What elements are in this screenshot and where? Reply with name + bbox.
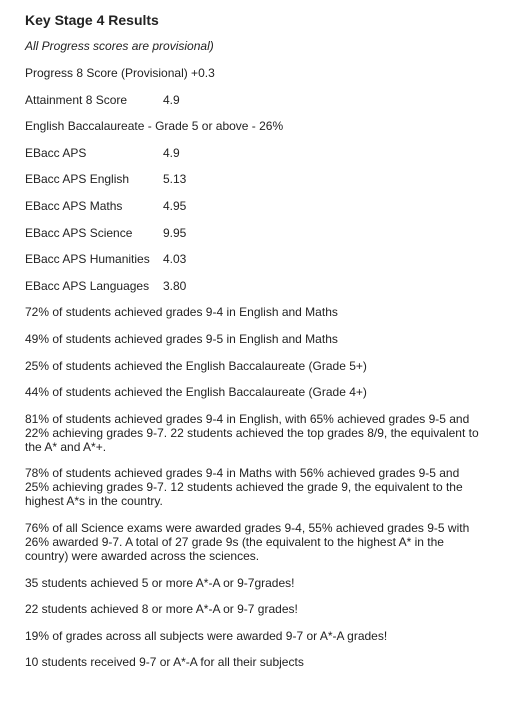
- ebacc-aps-value: 4.9: [163, 145, 180, 160]
- ebacc-aps-science-row: [25, 226, 482, 240]
- ebacc-aps-humanities-label: EBacc APS Humanities: [25, 252, 150, 267]
- ebacc-aps-english-label: EBacc APS English: [25, 172, 130, 187]
- stat-english-maths-9-4: 72% of students achieved grades 9-4 in English and Maths: [25, 305, 338, 320]
- ebacc-aps-science-label: EBacc APS Science: [25, 225, 133, 240]
- stat-ebacc-grade4: 44% of students achieved the English Baccalaureate (Grade 4+): [25, 385, 367, 400]
- ebacc-aps-english-value: 5.13: [163, 172, 187, 187]
- stat-8-or-more: 22 students achieved 8 or more A*-A or 9-7 grades!: [25, 602, 298, 617]
- stat-all-subjects: 10 students received 9-7 or A*-A for all their subjects: [25, 655, 304, 670]
- ebacc-aps-humanities-value: 4.03: [163, 252, 187, 267]
- stat-ebacc-grade5: 25% of students achieved the English Baccalaureate (Grade 5+): [25, 358, 367, 373]
- attainment-8-value: 4.9: [163, 92, 180, 107]
- ebacc-aps-label: EBacc APS: [25, 145, 87, 160]
- ebacc-aps-languages-label: EBacc APS Languages: [25, 278, 150, 293]
- ebacc-aps-humanities-row: [25, 252, 482, 266]
- attainment-8-label: Attainment 8 Score: [25, 92, 128, 107]
- ebacc-aps-english-row: [25, 172, 482, 186]
- ebacc-aps-row: [25, 146, 482, 160]
- ebacc-aps-maths-label: EBacc APS Maths: [25, 198, 123, 213]
- ebacc-aps-languages-row: [25, 279, 482, 293]
- provisional-note: All Progress scores are provisional): [25, 39, 214, 53]
- ebacc-aps-languages-value: 3.80: [163, 278, 187, 293]
- page-title: Key Stage 4 Results: [25, 12, 159, 28]
- stat-all-grades: 19% of grades across all subjects were awarded 9-7 or A*-A grades!: [25, 628, 388, 643]
- progress-8-score: Progress 8 Score (Provisional) +0.3: [25, 66, 215, 80]
- stat-english-maths-9-5: 49% of students achieved grades 9-5 in English and Maths: [25, 331, 338, 346]
- stat-english-detail: 81% of students achieved grades 9-4 in English, with 65% achieved grades 9-5 and 22% achieving grades 9-7. 22 students achieved the top grades 8/9, the equivalent to the A* and A*+.: [25, 411, 479, 454]
- stat-5-or-more: 35 students achieved 5 or more A*-A or 9-7grades!: [25, 575, 295, 590]
- ebacc-aps-science-value: 9.95: [163, 225, 187, 240]
- attainment-8-row: [25, 93, 482, 107]
- ebacc-grade5-line: English Baccalaureate - Grade 5 or above - 26%: [25, 119, 284, 134]
- stat-maths-detail: 78% of students achieved grades 9-4 in Maths with 56% achieved grades 9-5 and 25% achieving grades 9-7. 12 students achieved the grade 9, the equivalent to the highest A*s in the country.: [25, 466, 463, 509]
- stat-science-detail: 76% of all Science exams were awarded grades 9-4, 55% achieved grades 9-5 with 26% awarded 9-7. A total of 27 grade 9s (the equivalent to the highest A* in the country) were awarded across the sciences.: [25, 520, 470, 563]
- ebacc-aps-maths-value: 4.95: [163, 198, 187, 213]
- ebacc-aps-maths-row: [25, 199, 482, 213]
